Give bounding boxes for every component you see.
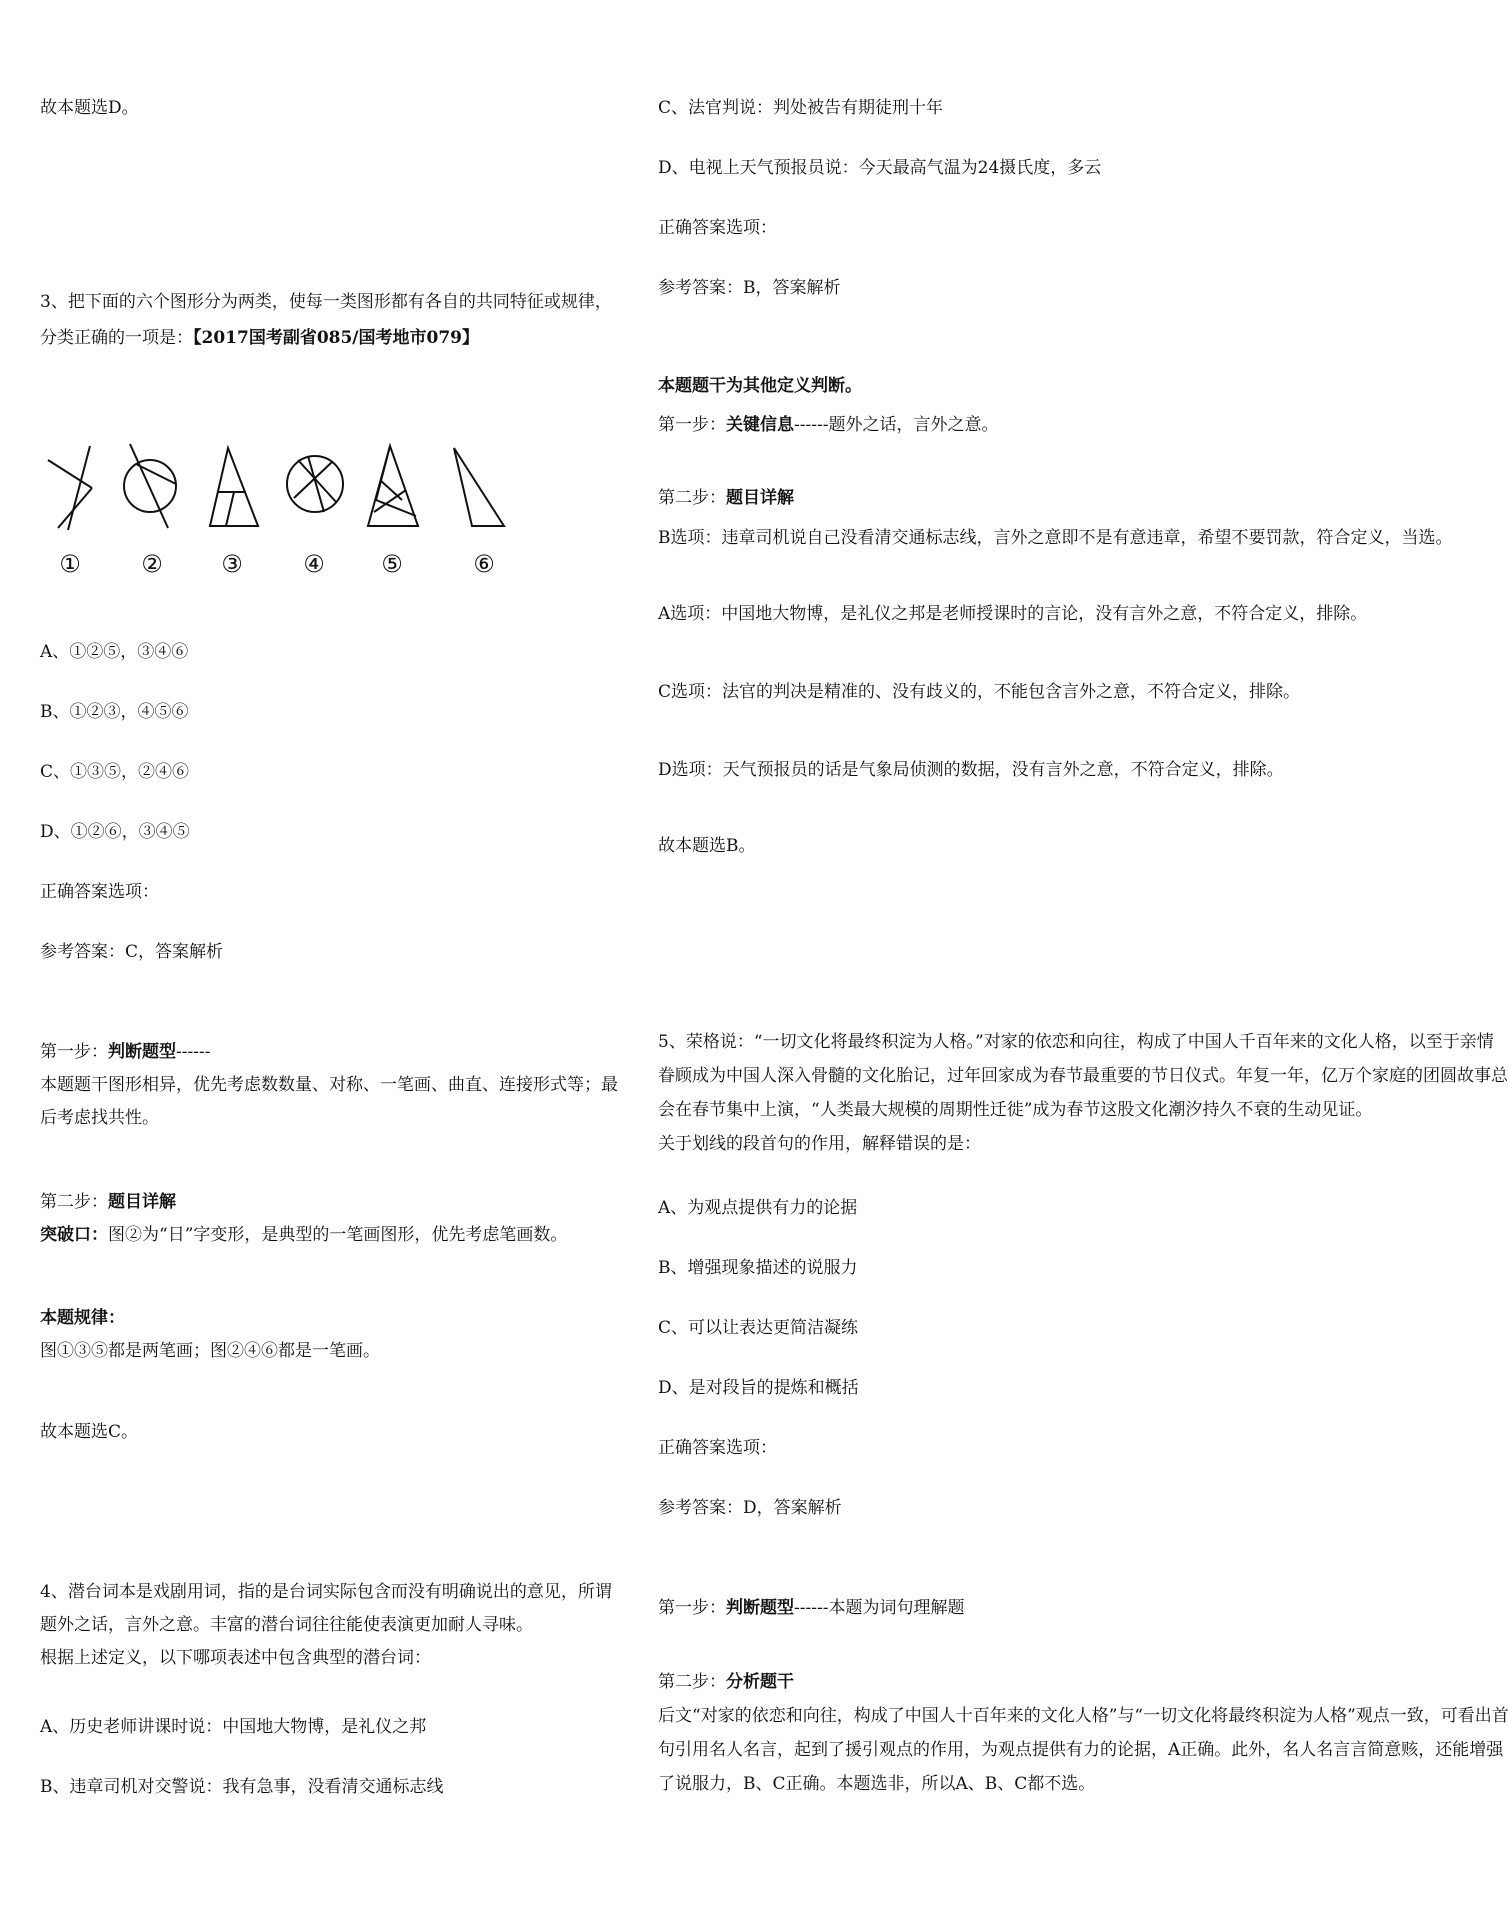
q3-correct-label: 正确答案选项： <box>40 882 159 902</box>
figure-2-circle-cross <box>124 444 176 528</box>
q3-figure-row <box>40 420 510 590</box>
q3-step1-title: 判断题型 <box>108 1042 176 1062</box>
q5-option-d: D、是对段旨的提炼和概括 <box>658 1378 859 1398</box>
q4-step1-suffix: ------题外之话，言外之意。 <box>794 415 999 435</box>
q3-step2-prefix: 第二步： <box>40 1192 108 1212</box>
figure-label-2: ② <box>141 550 163 578</box>
q5-step2-title: 分析题干 <box>726 1672 794 1692</box>
q5-step2-prefix: 第二步： <box>658 1672 726 1692</box>
q3-stem-line1: 3、把下面的六个图形分为两类，使每一类图形都有各自的共同特征或规律， <box>40 292 612 312</box>
q3-option-b: B、①②③，④⑤⑥ <box>40 702 189 722</box>
figure-6-triangle <box>454 448 504 526</box>
q3-rule-title: 本题规律： <box>40 1308 125 1328</box>
q5-stem-line3: 会在春节集中上演，“人类最大规模的周期性迁徙”成为春节这股文化潮汐持久不衰的生动见证。 <box>658 1100 1373 1120</box>
q4-step2-heading <box>658 486 794 510</box>
q3-step2-title: 题目详解 <box>108 1192 176 1212</box>
q4-answer: 参考答案：B，答案解析 <box>658 278 841 298</box>
q5-option-a: A、为观点提供有力的论据 <box>658 1198 858 1218</box>
q5-answer: 参考答案：D，答案解析 <box>658 1498 842 1518</box>
q4-step1-heading <box>658 413 998 437</box>
q4-topic: 本题题干为其他定义判断。 <box>658 376 862 396</box>
q3-breakthrough <box>40 1223 567 1247</box>
q2-conclusion: 故本题选D。 <box>40 98 139 118</box>
figure-label-1: ① <box>59 550 81 578</box>
q5-step1-suffix: ------本题为词句理解题 <box>794 1598 965 1618</box>
q4-stem-line3: 根据上述定义，以下哪项表述中包含典型的潜台词： <box>40 1648 431 1668</box>
q4-step2-prefix: 第二步： <box>658 488 726 508</box>
q4-option-a: A、历史老师讲课时说：中国地大物博，是礼仪之邦 <box>40 1717 427 1737</box>
q5-analysis-line2: 句引用名人名言，起到了援引观点的作用，为观点提供有力的论据，A正确。此外，名人名言言简意赅，还能增强 <box>658 1740 1504 1760</box>
q4-a-explanation: A选项：中国地大物博，是礼仪之邦是老师授课时的言论，没有言外之意，不符合定义，排除。 <box>658 604 1368 624</box>
q3-stem-prefix: 分类正确的一项是： <box>40 328 193 348</box>
q5-stem-line2: 眷顾成为中国人深入骨髓的文化胎记，过年回家成为春节最重要的节日仪式。年复一年，亿万个家庭的团圆故事总 <box>658 1066 1508 1086</box>
figure-label-6: ⑥ <box>473 550 495 578</box>
q5-step1-heading <box>658 1596 964 1620</box>
q5-option-b: B、增强现象描述的说服力 <box>658 1258 858 1278</box>
q3-option-d: D、①②⑥，③④⑤ <box>40 822 190 842</box>
q3-step1-suffix: ------ <box>176 1042 211 1062</box>
q4-step1-title: 关键信息 <box>726 415 794 435</box>
q3-step1-heading <box>40 1040 210 1064</box>
q3-step1-body-line1: 本题题干图形相异，优先考虑数数量、对称、一笔画、曲直、连接形式等；最 <box>40 1075 618 1095</box>
q4-option-b: B、违章司机对交警说：我有急事，没看清交通标志线 <box>40 1777 444 1797</box>
q4-option-d: D、电视上天气预报员说：今天最高气温为24摄氏度，多云 <box>658 158 1102 178</box>
q5-analysis-line1: 后文“对家的依恋和向往，构成了中国人十百年来的文化人格”与“一切文化将最终积淀为人格”观点一致，可看出首 <box>658 1706 1509 1726</box>
q4-b-explanation: B选项：违章司机说自己没看清交通标志线，言外之意即不是有意违章，希望不要罚款，符合定义，当选。 <box>658 528 1453 548</box>
q5-stem-line4: 关于划线的段首句的作用，解释错误的是： <box>658 1134 981 1154</box>
q4-d-explanation: D选项：天气预报员的话是气象局侦测的数据，没有言外之意，不符合定义，排除。 <box>658 760 1284 780</box>
q4-step1-prefix: 第一步： <box>658 415 726 435</box>
q5-option-c: C、可以让表达更简洁凝练 <box>658 1318 859 1338</box>
q3-step2-heading <box>40 1190 176 1214</box>
q5-step2-heading <box>658 1670 794 1694</box>
q3-rule-body: 图①③⑤都是两笔画；图②④⑥都是一笔画。 <box>40 1341 380 1361</box>
q4-correct-label: 正确答案选项： <box>658 218 777 238</box>
q4-c-explanation: C选项：法官的判决是精准的、没有歧义的，不能包含言外之意，不符合定义，排除。 <box>658 682 1301 702</box>
q3-option-c: C、①③⑤，②④⑥ <box>40 762 190 782</box>
q4-stem-line1: 4、潜台词本是戏剧用词，指的是台词实际包含而没有明确说出的意见，所谓 <box>40 1582 612 1602</box>
figure-label-3: ③ <box>221 550 243 578</box>
q5-stem-line1: 5、荣格说：“一切文化将最终积淀为人格。”对家的依恋和向往，构成了中国人千百年来的文化人格，以至于亲情 <box>658 1032 1494 1052</box>
figure-label-5: ⑤ <box>381 550 403 578</box>
q3-source-tag: 【2017国考副省085/国考地市079】 <box>193 328 479 348</box>
q3-breakthrough-body: 图②为“日”字变形，是典型的一笔画图形，优先考虑笔画数。 <box>108 1225 568 1245</box>
q5-step1-prefix: 第一步： <box>658 1598 726 1618</box>
q3-step1-prefix: 第一步： <box>40 1042 108 1062</box>
q3-answer: 参考答案：C，答案解析 <box>40 942 224 962</box>
q4-step2-title: 题目详解 <box>726 488 794 508</box>
q5-step1-title: 判断题型 <box>726 1598 794 1618</box>
q3-stem-line2 <box>40 326 479 350</box>
figure-5-split-triangle <box>368 446 418 526</box>
q5-analysis-line3: 了说服力，B、C正确。本题选非，所以A、B、C都不选。 <box>658 1774 1096 1794</box>
q5-correct-label: 正确答案选项： <box>658 1438 777 1458</box>
figure-3-triangle <box>210 448 258 526</box>
figure-1-lines <box>48 446 92 530</box>
q3-conclusion: 故本题选C。 <box>40 1422 139 1442</box>
figure-4-circle-chords <box>287 456 343 512</box>
q4-option-c: C、法官判说：判处被告有期徒刑十年 <box>658 98 944 118</box>
q3-option-a: A、①②⑤，③④⑥ <box>40 642 189 662</box>
q3-step1-body-line2: 后考虑找共性。 <box>40 1108 159 1128</box>
figure-label-4: ④ <box>303 550 325 578</box>
q4-stem-line2: 题外之话，言外之意。丰富的潜台词往往能使表演更加耐人寻味。 <box>40 1615 533 1635</box>
q3-breakthrough-title: 突破口： <box>40 1225 108 1245</box>
q4-conclusion: 故本题选B。 <box>658 836 756 856</box>
